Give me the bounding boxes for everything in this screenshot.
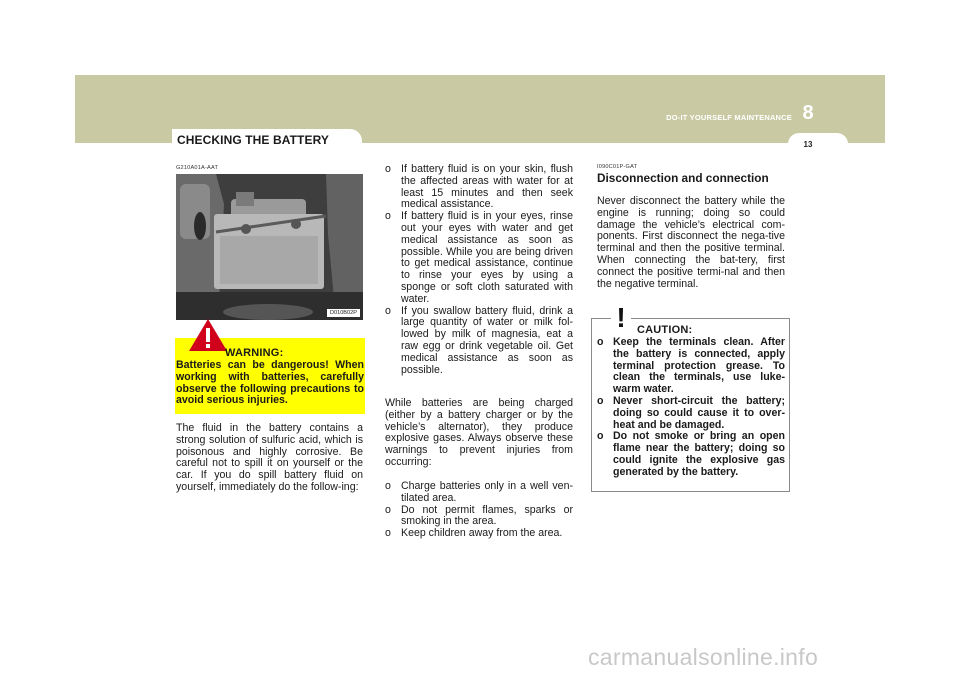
- first-aid-list: [385, 164, 573, 376]
- warning-title: WARNING:: [225, 347, 284, 359]
- battery-photo: [176, 174, 363, 320]
- caution-box: [591, 302, 790, 492]
- list-item-text: If you swallow battery fluid, drink a large quantity of water or milk fol-lowed by milk of magnesia, eat a raw egg or drink vegetable oil. Get medical assistance as soon as possible.: [401, 304, 573, 376]
- bullet-marker: o: [597, 430, 604, 443]
- list-item: [385, 306, 573, 377]
- list-item: [385, 211, 573, 305]
- warning-body: Batteries can be dangerous! When working with batteries, carefully observe the following precautions to avoid serious injuries.: [176, 359, 364, 407]
- warning-box: [175, 338, 365, 414]
- list-item: [597, 337, 785, 396]
- list-item: [385, 505, 573, 529]
- exclamation-triangle-icon: [188, 318, 228, 352]
- list-item-text: If battery fluid is in your eyes, rinse out your eyes with water and get medical assistance as soon as possible. While you are being driven to get medical assistance, continue to rinse your eyes by using a sponge or soft cloth saturated with water.: [401, 210, 573, 305]
- list-item: [597, 431, 785, 478]
- battery-fluid-paragraph: The fluid in the battery contains a strong solution of sulfuric acid, which is poisonous and highly corrosive. Be careful not to spill it on yourself or the car. If you do spill battery fluid on yourself, immediately do the follow-ing:: [176, 422, 363, 493]
- bullet-marker: o: [385, 527, 391, 540]
- caution-title: CAUTION:: [637, 324, 693, 336]
- list-item: [385, 164, 573, 211]
- bullet-marker: o: [385, 163, 391, 175]
- bullet-marker: o: [385, 503, 391, 516]
- engine-bay-illustration: [176, 174, 363, 320]
- list-item-text: Charge batteries only in a well ven-tilated area.: [401, 480, 573, 504]
- page-number: 13: [803, 140, 813, 149]
- list-item: [385, 481, 573, 505]
- bullet-marker: o: [385, 304, 391, 317]
- chapter-number: 8: [802, 102, 814, 124]
- disconnection-paragraph: Never disconnect the battery while the engine is running; doing so could damage the vehicle’s electrical com-ponents. First disconnect the nega-tive terminal and then the positive terminal. When connecting the bat-tery, first connect the positive termi-nal and then the negative terminal.: [597, 195, 785, 290]
- list-item-text: Keep the terminals clean. After the battery is connected, apply terminal protection grease. To clean the terminals, use luke-warm water.: [613, 336, 785, 396]
- chapter-title: DO-IT YOURSELF MAINTENANCE: [666, 113, 792, 122]
- subsection-code: I090C01P-GAT: [597, 164, 638, 170]
- list-item: [597, 396, 785, 431]
- section-code: G210A01A-AAT: [176, 165, 219, 171]
- caution-list: [597, 337, 785, 479]
- bullet-marker: o: [597, 336, 604, 348]
- subsection-title: Disconnection and connection: [597, 171, 769, 185]
- list-item-text: If battery fluid is on your skin, flush the affected areas with water for at least 15 minutes and then seek medical assistance.: [401, 163, 573, 211]
- list-item-text: Never short-circuit the battery; doing so could cause it to over-heat and be damaged.: [613, 394, 785, 431]
- bullet-marker: o: [597, 394, 604, 407]
- charging-paragraph: While batteries are being charged (either by a battery charger or by the vehicle’s alternator), they produce explosive gases. Always observe these warnings to prevent injuries from occurring:: [385, 397, 573, 468]
- list-item: [385, 528, 573, 540]
- list-item-text: Do not permit flames, sparks or smoking in the area.: [401, 503, 573, 528]
- exclamation-icon: !: [611, 303, 631, 333]
- charging-precautions-list: [385, 481, 573, 540]
- section-title: CHECKING THE BATTERY: [177, 133, 329, 147]
- list-item-text: Keep children away from the area.: [401, 527, 563, 540]
- list-item-text: Do not smoke or bring an open flame near the battery; doing so could ignite the explosive gas generated by the battery.: [613, 430, 785, 478]
- bullet-marker: o: [385, 480, 391, 492]
- photo-caption: D010B02P: [327, 309, 360, 317]
- bullet-marker: o: [385, 210, 391, 223]
- watermark: carmanualsonline.info: [588, 644, 819, 670]
